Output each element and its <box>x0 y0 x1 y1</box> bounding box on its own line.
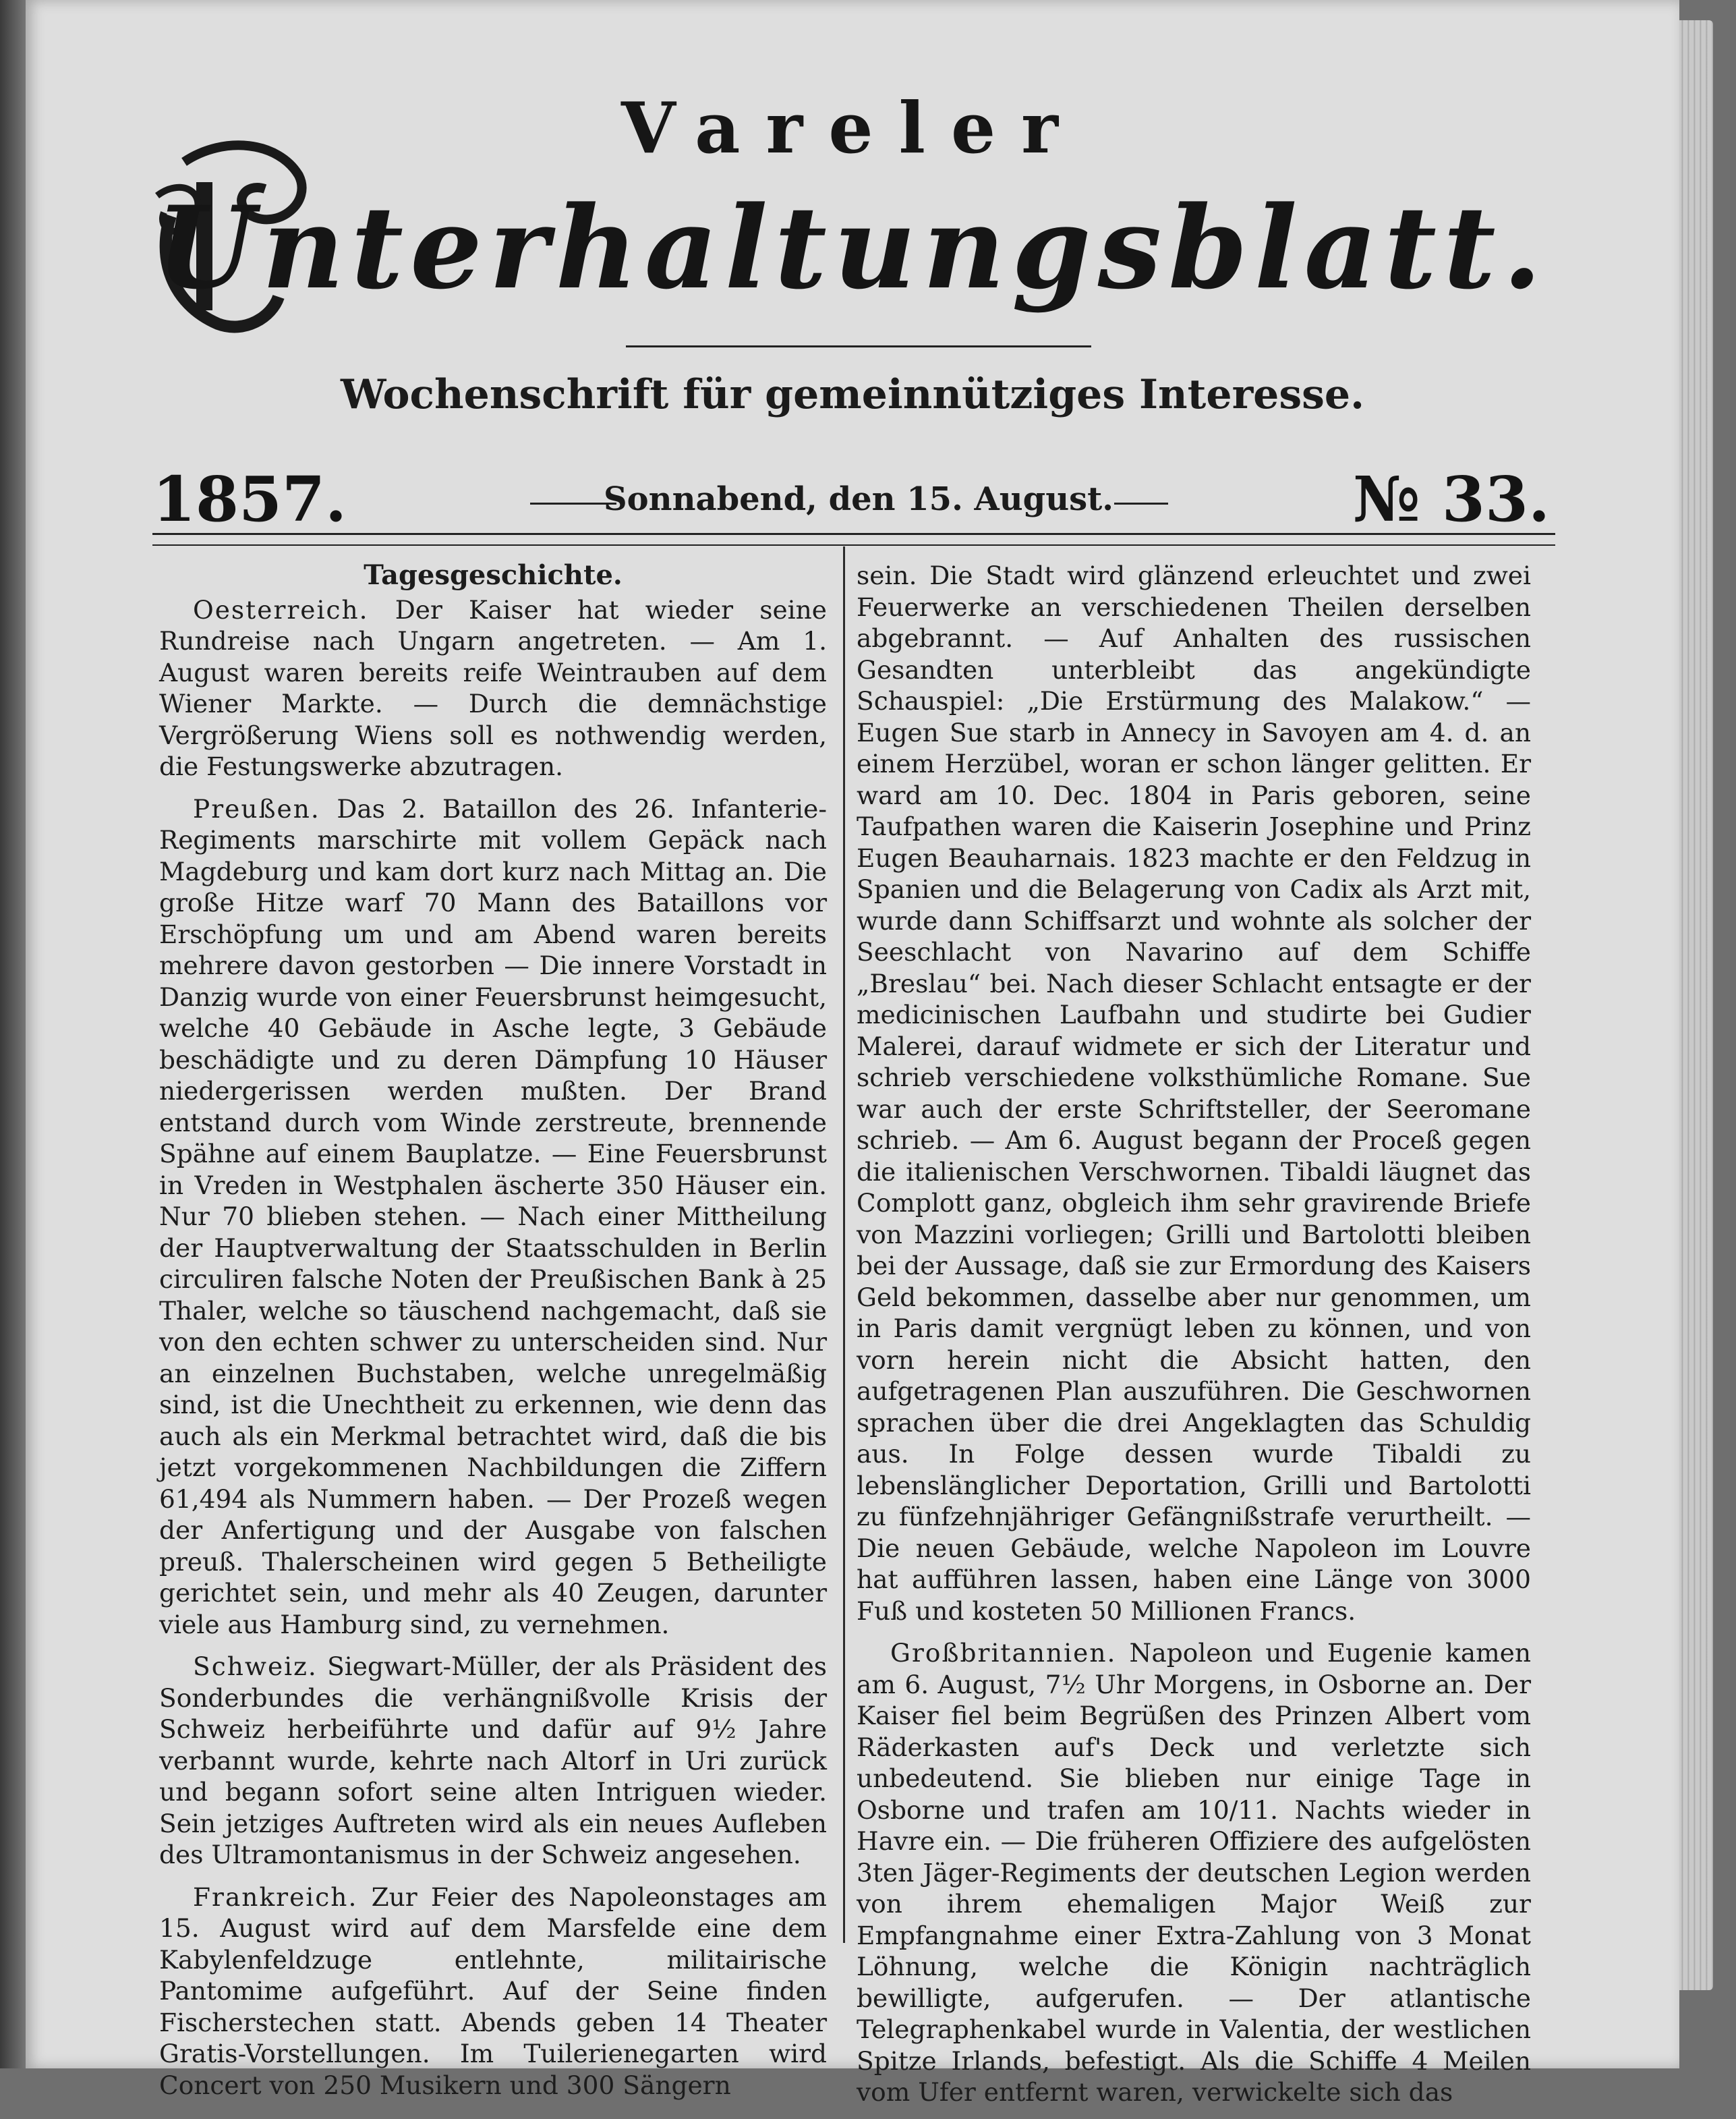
dateline-rule-right <box>1114 503 1168 505</box>
article-paragraph <box>857 560 1531 1627</box>
issue-date: Sonnabend, den 15. August. <box>604 480 1113 518</box>
article-paragraph <box>159 594 827 783</box>
book-spine-shadow <box>0 0 27 2068</box>
column-divider <box>843 546 845 1943</box>
title-rule <box>626 345 1091 347</box>
paragraph-lead: Schweiz. <box>193 1651 318 1681</box>
paragraph-lead: Frankreich. <box>193 1882 358 1912</box>
left-column <box>159 560 827 2112</box>
article-paragraph <box>159 1651 827 1871</box>
paragraph-text: Zur Feier des Napoleonstages am 15. August wird auf dem Marsfelde eine dem Kabylenfeldzuge entlehnte, militairische Pantomime aufgeführt. Auf der Seine finden Fischerstechen statt. Abends geben 14 Theater Gratis-Vorstellungen. Im Tuilerienegarten wird Concert von 250 Musikern und 300 Sängern <box>159 1882 827 2100</box>
newspaper-page <box>26 0 1679 2107</box>
masthead-title: Unterhaltungsblatt. <box>156 181 1549 314</box>
section-title: Tagesgeschichte. <box>364 559 623 591</box>
paragraph-text: Der Kaiser hat wieder seine Rundreise nach Ungarn angetreten. — Am 1. August waren bereits reife Weintrauben auf dem Wiener Markte. — Durch die demnächstige Vergrößerung Wiens soll es nothwendig werden, die Festungswerke abzutragen. <box>159 594 827 781</box>
paragraph-lead: Großbritannien. <box>890 1638 1117 1668</box>
right-column <box>857 560 1531 2119</box>
paragraph-text: sein. Die Stadt wird glänzend erleuchtet und zwei Feuerwerke an verschiedenen Theilen derselben abgebrannt. — Auf Anhalten des russischen Gesandten unterbleibt das angekündigte Schauspiel: „Die Erstürmung des Malakow.“ — Eugen Sue starb in Annecy in Savoyen am 4. d. an einem Herzübel, woran er schon länger gelitten. Er ward am 10. Dec. 1804 in Paris geboren, seine Taufpathen waren die Kaiserin Josephine und Prinz Eugen Beauharnais. 1823 machte er den Feldzug in Spanien und die Belagerung von Cadix als Arzt mit, wurde dann Schiffsarzt und wohnte als solcher der Seeschlacht von Navarino auf dem Schiffe „Breslau“ bei. Nach dieser Schlacht entsagte er der medicinischen Laufbahn und studirte bei Gudier Malerei, darauf widmete er sich der Literatur und schrieb verschiedene volksthümliche Romane. Sue war auch der erste Schriftsteller, der Seeromane schrieb. — Am 6. August begann der Proceß gegen die italienischen Verschwornen. Tibaldi läugnet das Complott ganz, obgleich ihm sehr gravirende Briefe von Mazzini vorliegen; Grilli und Bartolotti bleiben bei der Aussage, daß sie zur Ermordung des Kaisers Geld bekommen, dasselbe aber nur genommen, um in Paris damit vergnügt leben zu können, und von vorn herein nicht die Absicht hatten, den aufgetragenen Plan auszuführen. Die Geschwornen sprachen über die drei Angeklagten das Schuldig aus. In Folge dessen wurde Tibaldi zu lebenslänglicher Deportation, Grilli und Bartolotti zu fünfzehnjähriger Gefängnißstrafe verurtheilt. — Die neuen Gebäude, welche Napoleon im Louvre hat aufführen lassen, haben eine Länge von 3000 Fuß und kosteten 50 Millionen Francs. <box>857 561 1531 1626</box>
article-paragraph <box>857 1637 1531 2108</box>
paragraph-text: Das 2. Bataillon des 26. Infanterie-Regiments marschirte mit vollem Gepäck nach Magdeburg und kam dort kurz nach Mittag an. Die große Hitze warf 70 Mann des Bataillons vor Erschöpfung um und am Abend waren bereits mehrere davon gestorben — Die innere Vorstadt in Danzig wurde von einer Feuersbrunst heimgesucht, welche 40 Gebäude in Asche legte, 3 Gebäude beschädigte und zu deren Dämpfung 10 Häuser niedergerissen werden mußten. Der Brand entstand durch vom Winde zerstreute, brennende Spähne auf einem Bauplatze. — Eine Feuersbrunst in Vreden in Westphalen äscherte 350 Häuser ein. Nur 70 blieben stehen. — Nach einer Mittheilung der Hauptverwaltung der Staatsschulden in Berlin circuliren falsche Noten der Preußischen Bank à 25 Thaler, welche so täuschend nachgemacht, daß sie von den echten schwer zu unterscheiden sind. Nur an einzelnen Buchstaben, welche unregelmäßig sind, ist die Unechtheit zu erkennen, wie denn das auch als ein Merkmal betrachtet wird, daß die bis jetzt vorgekommenen Nachbildungen die Ziffern 61,494 als Nummern haben. — Der Prozeß wegen der Anfertigung und der Ausgabe von falschen preuß. Thalerscheinen wird gegen 5 Betheiligte gerichtet sein, und mehr als 40 Zeugen, darunter viele aus Hamburg sind, zu vernehmen. <box>159 793 827 1639</box>
masthead-line1: Vareler <box>621 86 1084 169</box>
paragraph-lead: Oesterreich. <box>193 594 369 625</box>
header-double-rule <box>152 533 1555 546</box>
article-paragraph <box>159 1882 827 2101</box>
article-paragraph <box>159 793 827 1641</box>
issue-year: 1857. <box>152 463 347 536</box>
paragraph-text: Siegwart-Müller, der als Präsident des Sonderbundes die verhängnißvolle Krisis der Schweiz herbeiführte und dafür auf 9½ Jahre verbannt wurde, kehrte nach Altorf in Uri zurück und begann sofort seine alten Intriguen wieder. Sein jetziges Auftreten wird als ein neues Aufleben des Ultramontanismus in der Schweiz angesehen. <box>159 1651 827 1869</box>
masthead-subtitle: Wochenschrift für gemeinnütziges Interesse. <box>341 371 1364 418</box>
paragraph-text: Napoleon und Eugenie kamen am 6. August, 7½ Uhr Morgens, in Osborne an. Der Kaiser fiel beim Begrüßen des Prinzen Albert vom Räderkasten auf's Deck und verletzte sich unbedeutend. Sie blieben nur einige Tage in Osborne und trafen am 10/11. Nachts wieder in Havre ein. — Die früheren Offiziere des aufgelösten 3ten Jäger-Regiments der deutschen Legion werden von ihrem ehemaligen Major Weiß zur Empfangnahme einer Extra-Zahlung von 3 Monat Löhnung, welche die Königin nachträglich bewilligte, aufgerufen. — Der atlantische Telegraphenkabel wurde in Valentia, der westlichen Spitze Irlands, befestigt. Als die Schiffe 4 Meilen vom Ufer entfernt waren, verwickelte sich das <box>857 1638 1531 2107</box>
paragraph-lead: Preußen. <box>193 793 320 824</box>
issue-number: № 33. <box>1352 463 1550 536</box>
